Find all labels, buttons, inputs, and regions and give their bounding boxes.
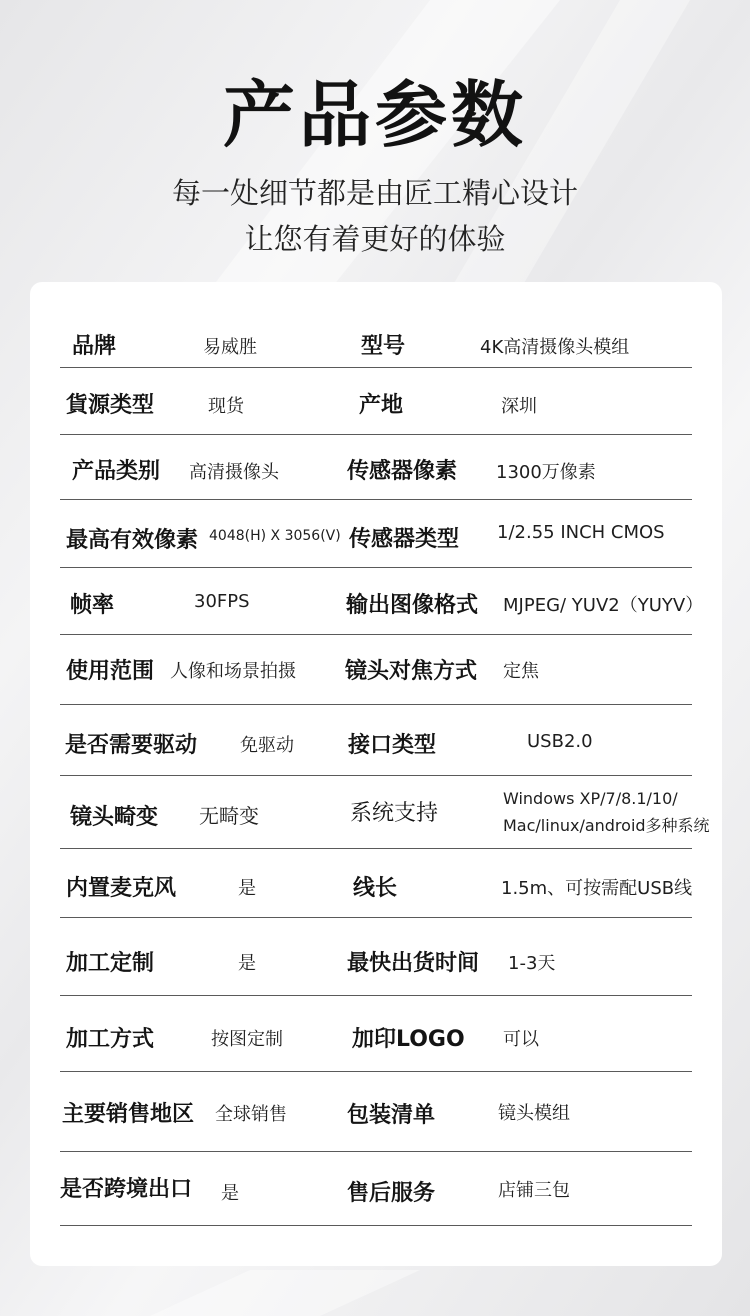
- param-row: [60, 368, 692, 435]
- param-row: [60, 996, 692, 1072]
- param-value: MJPEG/ YUV2（YUYV）: [503, 595, 704, 616]
- param-row: [60, 635, 692, 705]
- param-label: 最快出货时间: [347, 951, 480, 976]
- param-label: 内置麦克风: [66, 876, 177, 901]
- param-value: 1-3天: [508, 953, 556, 974]
- param-value: 易威胜: [203, 337, 257, 358]
- param-value: 是: [221, 1183, 239, 1204]
- param-label: 主要销售地区: [62, 1102, 195, 1127]
- param-label: 线长: [353, 876, 398, 901]
- subtitle-line-2: 让您有着更好的体验: [244, 222, 506, 256]
- param-label: 包装清单: [347, 1103, 436, 1128]
- param-label: 貨源类型: [66, 393, 155, 418]
- param-value: 是: [238, 878, 256, 899]
- param-label: 加印LOGO: [352, 1027, 465, 1052]
- param-row: [60, 1072, 692, 1152]
- param-row: [60, 435, 692, 500]
- param-value: 现货: [208, 396, 244, 417]
- param-value: Mac/linux/android多种系统: [503, 816, 710, 835]
- row-divider: [60, 1225, 692, 1226]
- param-value: 深圳: [501, 396, 537, 417]
- param-label: 加工方式: [66, 1027, 155, 1052]
- param-value: 1/2.55 INCH CMOS: [497, 522, 665, 543]
- param-value: 可以: [503, 1029, 539, 1050]
- param-label: 输出图像格式: [346, 593, 479, 618]
- param-label: 最高有效像素: [66, 528, 199, 553]
- param-row: [60, 918, 692, 996]
- param-value: 人像和场景拍摄: [170, 661, 296, 682]
- param-value: 4048(H) X 3056(V): [209, 528, 341, 544]
- param-value: USB2.0: [527, 731, 593, 752]
- param-row: [60, 776, 710, 849]
- param-value: 定焦: [503, 661, 539, 682]
- param-label: 镜头畸变: [70, 805, 159, 830]
- param-value: 无畸变: [199, 804, 259, 828]
- param-label: 产地: [359, 393, 404, 418]
- param-value: 免驱动: [240, 735, 294, 756]
- param-value: 店铺三包: [498, 1180, 570, 1201]
- page-title: 产品参数: [222, 73, 527, 157]
- param-value: 1300万像素: [496, 462, 596, 483]
- param-label: 接口类型: [348, 733, 437, 758]
- param-label: 型号: [361, 334, 406, 359]
- param-label: 使用范围: [66, 659, 155, 684]
- param-label: 镜头对焦方式: [345, 659, 478, 684]
- param-row: [60, 849, 692, 918]
- param-value: 30FPS: [194, 591, 250, 612]
- param-label: 系统支持: [350, 801, 439, 826]
- param-label: 传感器类型: [349, 527, 460, 552]
- param-label: 品牌: [72, 334, 117, 359]
- param-value: 1.5m、可按需配USB线: [501, 878, 693, 899]
- param-label: 加工定制: [66, 951, 155, 976]
- param-value: 是: [238, 953, 256, 974]
- param-value: 高清摄像头: [189, 462, 279, 483]
- param-row: [60, 568, 704, 635]
- param-value: 4K高清摄像头模组: [480, 337, 630, 358]
- param-label: 传感器像素: [347, 459, 458, 484]
- params-card: [30, 282, 722, 1266]
- param-label: 是否跨境出口: [60, 1177, 193, 1202]
- param-value: 按图定制: [211, 1029, 283, 1050]
- param-label: 售后服务: [347, 1181, 436, 1206]
- subtitle-line-1: 每一处细节都是由匠工精心设计: [171, 176, 578, 210]
- param-label: 帧率: [70, 593, 115, 618]
- param-row: [60, 312, 692, 368]
- param-label: 是否需要驱动: [65, 733, 198, 758]
- param-row: [60, 500, 692, 568]
- param-label: 产品类别: [72, 459, 161, 484]
- param-row: [60, 705, 692, 776]
- param-row: [60, 1152, 692, 1226]
- param-value: 镜头模组: [498, 1103, 570, 1124]
- param-value: Windows XP/7/8.1/10/: [503, 789, 678, 808]
- param-value: 全球销售: [215, 1104, 287, 1125]
